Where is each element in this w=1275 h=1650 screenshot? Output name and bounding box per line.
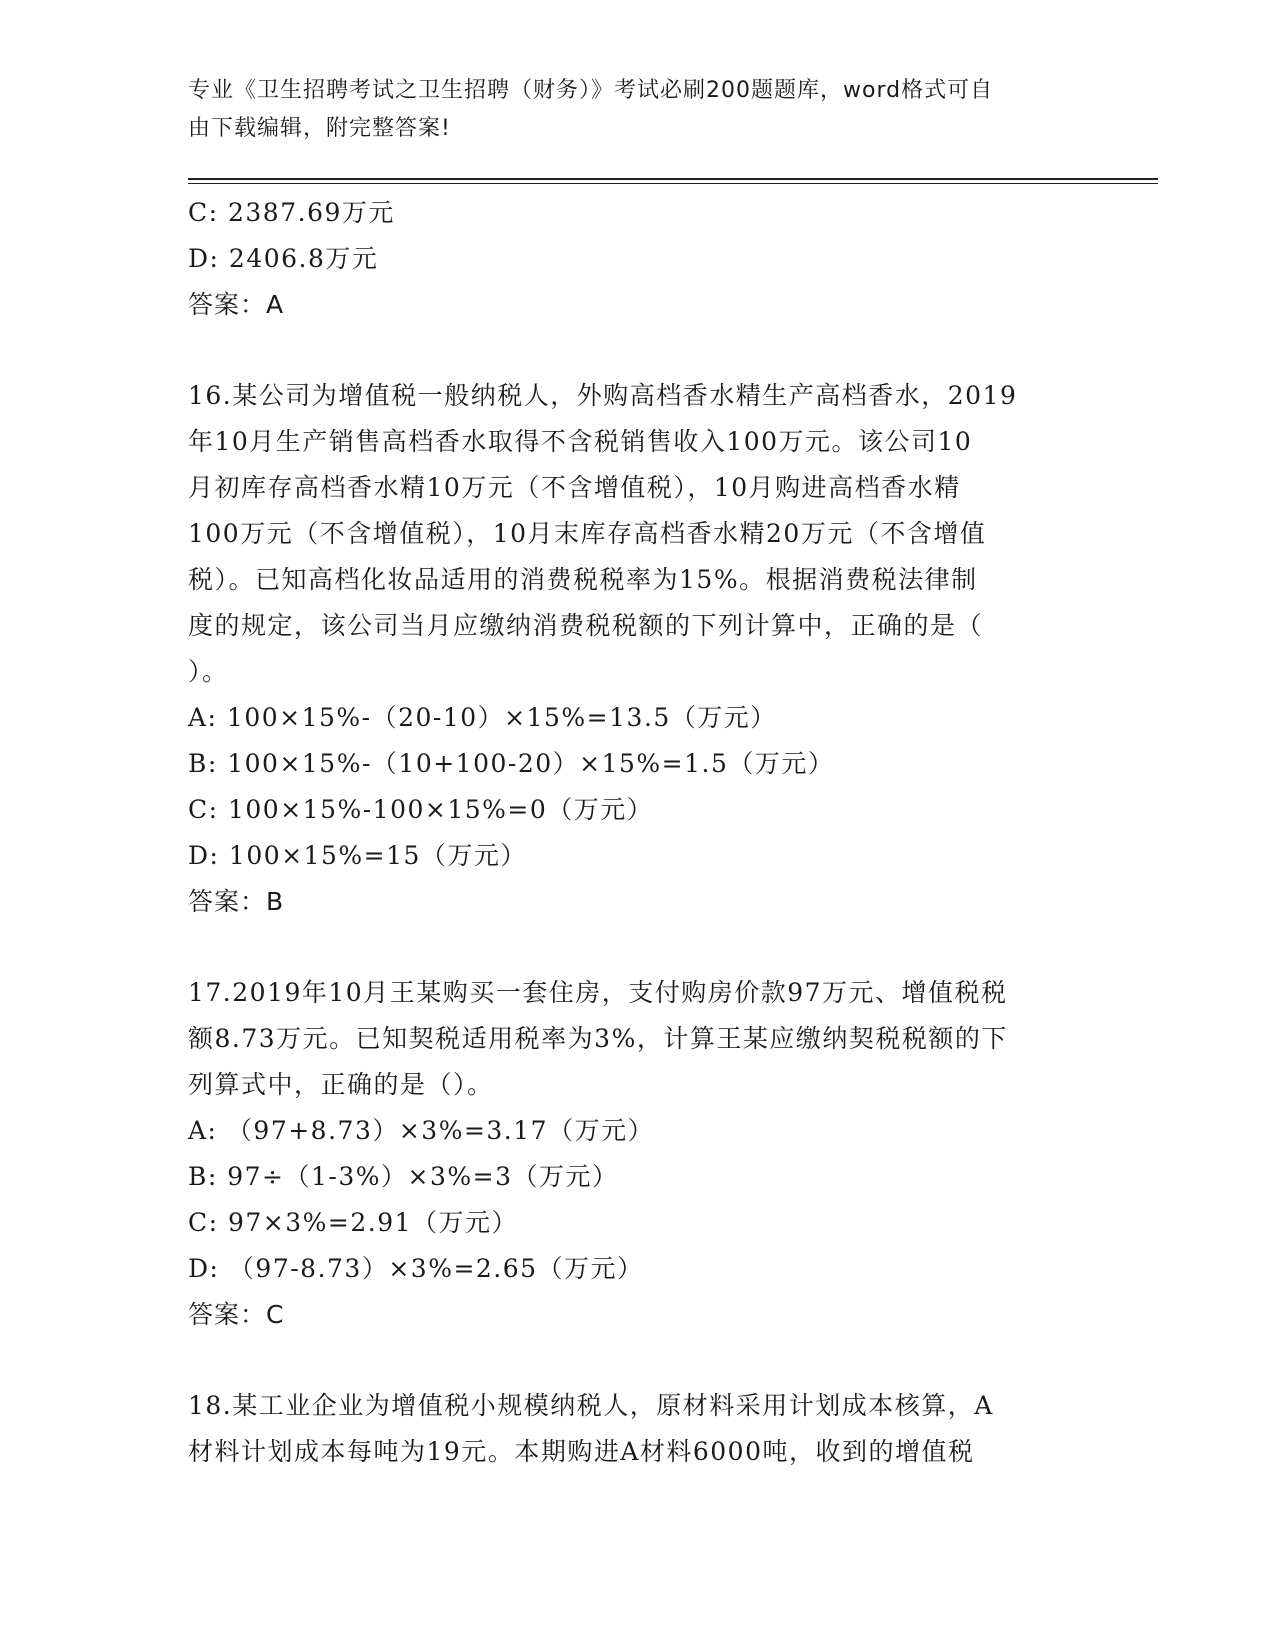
header-line-1: 专业《卫生招聘考试之卫生招聘（财务）》考试必刷200题题库，word格式可自 [188, 78, 994, 103]
answer-line: 答案：A [188, 290, 285, 319]
answer-line: 答案：C [188, 1300, 285, 1329]
answer-line: 答案：B [188, 887, 285, 916]
question-text-line: 17.2019年10月王某购买一套住房，支付购房价款97万元、增值税税 [188, 978, 1008, 1007]
question-text-line: 18.某工业企业为增值税小规模纳税人，原材料采用计划成本核算，A [188, 1391, 994, 1420]
question-text-line: 月初库存高档香水精10万元（不含增值税），10月购进高档香水精 [188, 473, 961, 502]
document-header [188, 72, 1078, 148]
question-text-line: 列算式中，正确的是（）。 [188, 1070, 494, 1099]
option-d: D: 100×15%=15（万元） [188, 841, 527, 870]
question-17 [188, 970, 1088, 1338]
option-c: C: 97×3%=2.91（万元） [188, 1208, 519, 1237]
question-text-line: 税）。已知高档化妆品适用的消费税税率为15%。根据消费税法律制 [188, 565, 978, 594]
option-d: D: （97-8.73）×3%=2.65（万元） [188, 1254, 644, 1283]
option-a: A: 100×15%-（20-10）×15%=13.5（万元） [188, 703, 777, 732]
header-rule-thick [188, 178, 1158, 180]
question-text-line: ）。 [188, 657, 229, 686]
question-16 [188, 373, 1088, 925]
option-b: B: 97÷（1-3%）×3%=3（万元） [188, 1162, 619, 1191]
question-18 [188, 1383, 1088, 1475]
question-text-line: 100万元（不含增值税），10月末库存高档香水精20万元（不含增值 [188, 519, 987, 548]
option-b: B: 100×15%-（10+100-20）×15%=1.5（万元） [188, 749, 835, 778]
option-d: D: 2406.8万元 [188, 244, 379, 273]
option-c: C: 100×15%-100×15%=0（万元） [188, 795, 654, 824]
question-text-line: 度的规定，该公司当月应缴纳消费税税额的下列计算中，正确的是（ [188, 611, 984, 640]
header-rule-thin [188, 183, 1158, 184]
question-text-line: 16.某公司为增值税一般纳税人，外购高档香水精生产高档香水，2019 [188, 381, 1018, 410]
option-c: C: 2387.69万元 [188, 198, 395, 227]
option-a: A: （97+8.73）×3%=3.17（万元） [188, 1116, 655, 1145]
header-line-2: 由下载编辑，附完整答案! [188, 116, 451, 141]
question-text-line: 额8.73万元。已知契税适用税率为3%，计算王某应缴纳契税税额的下 [188, 1024, 1008, 1053]
question-text-line: 年10月生产销售高档香水取得不含税销售收入100万元。该公司10 [188, 427, 973, 456]
question-text-line: 材料计划成本每吨为19元。本期购进A材料6000吨，收到的增值税 [188, 1437, 975, 1466]
document-body [188, 190, 1088, 1475]
